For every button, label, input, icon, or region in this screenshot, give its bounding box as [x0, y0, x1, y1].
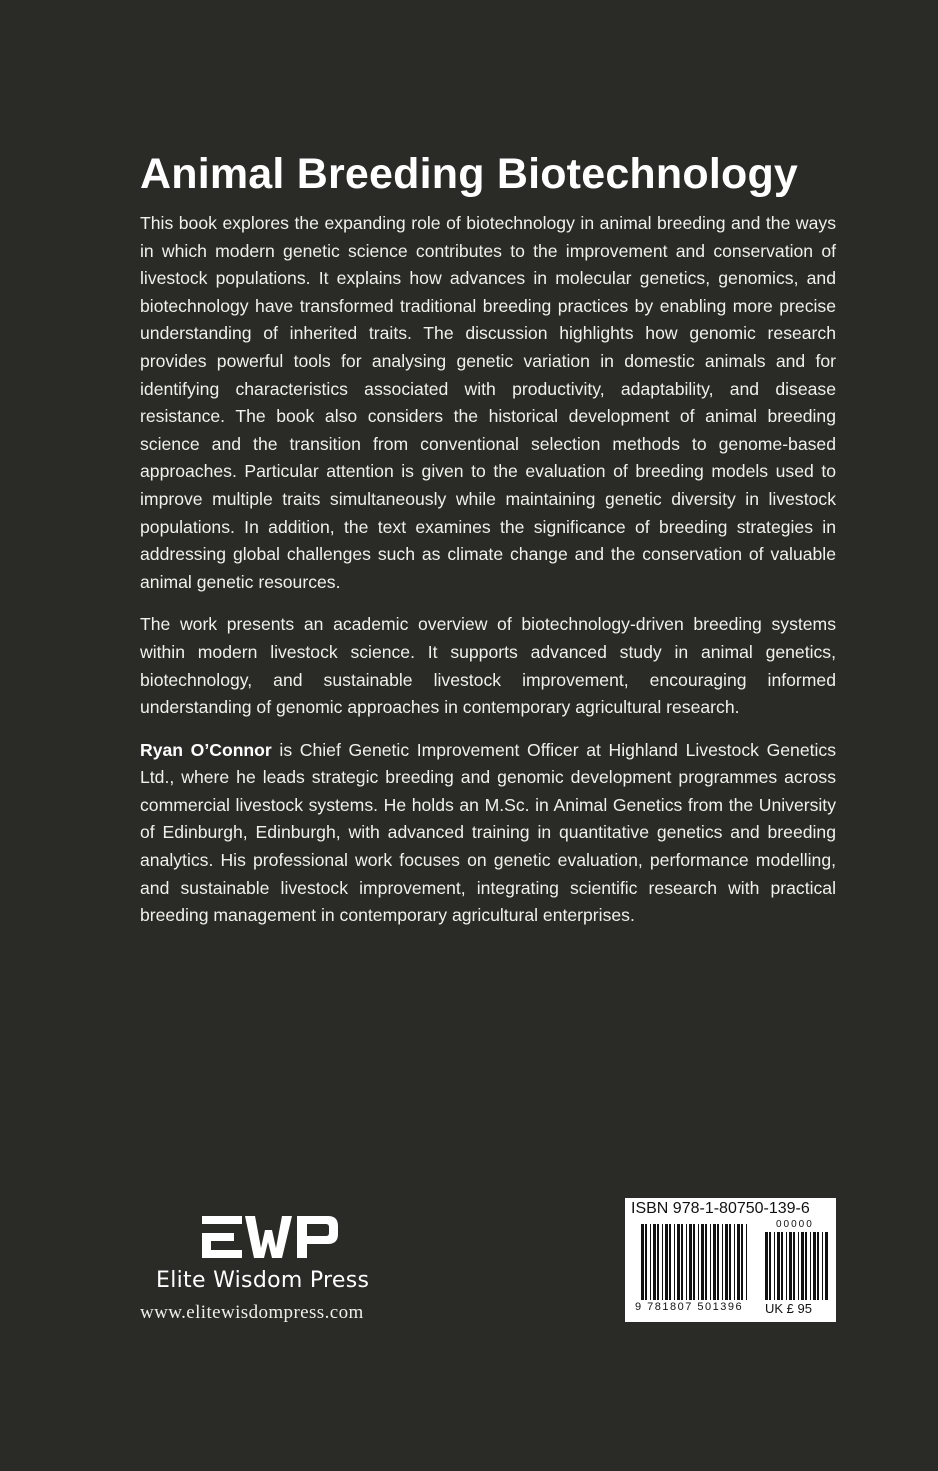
price-label: UK £ 95 — [765, 1301, 812, 1316]
addon-digits: 00000 — [776, 1219, 814, 1230]
publisher-name: Elite Wisdom Press — [156, 1268, 370, 1293]
book-title: Animal Breeding Biotechnology — [140, 150, 799, 198]
blurb — [140, 210, 836, 945]
publisher-url: www.elitewisdompress.com — [140, 1302, 364, 1323]
author-name: Ryan O’Connor — [140, 739, 272, 760]
author-bio — [140, 737, 836, 930]
isbn-digits: 9 781807 501396 — [635, 1301, 744, 1313]
isbn-label: ISBN 978-1-80750-139-6 — [631, 1200, 810, 1217]
isbn-barcode — [625, 1198, 836, 1322]
author-bio-text: is Chief Genetic Improvement Officer at Highland Livestock Genetics Ltd., where he leads strategic breeding and genomic development programmes across commercial livestock systems. He holds an M.Sc. in Animal Genetics from the University of Edinburgh, Edinburgh, with advanced training in quantitative genetics and breeding analytics. His professional work focuses on genetic evaluation, performance modelling, and sustainable livestock improvement, integrating scientific research with practical breeding management in contemporary agricultural enterprises. — [140, 739, 836, 926]
blurb-paragraph-2: The work presents an academic overview of biotechnology-driven breeding systems within modern livestock science. It supports advanced study in animal genetics, biotechnology, and sustainable livestock improvement, encouraging informed understanding of genomic approaches in contemporary agricultural research. — [140, 614, 836, 718]
publisher-logo-icon — [202, 1212, 342, 1262]
blurb-paragraph-1: This book explores the expanding role of biotechnology in animal breeding and the ways in which modern genetic science contributes to the improvement and conservation of livestock populations. It explains how advances in molecular genetics, genomics, and biotechnology have transformed traditional breeding practices by enabling more precise understanding of inherited traits. The discussion highlights how genomic research provides powerful tools for analysing genetic variation in domestic animals and for identifying characteristics associated with productivity, adaptability, and disease resistance. The book also considers the historical development of animal breeding science and the transition from conventional selection methods to genome-based approaches. Particular attention is given to the evaluation of breeding models used to improve multiple traits simultaneously while maintaining genetic diversity in livestock populations. In addition, the text examines the significance of breeding strategies in addressing global challenges such as climate change and the conservation of valuable animal genetic resources. — [140, 213, 836, 592]
